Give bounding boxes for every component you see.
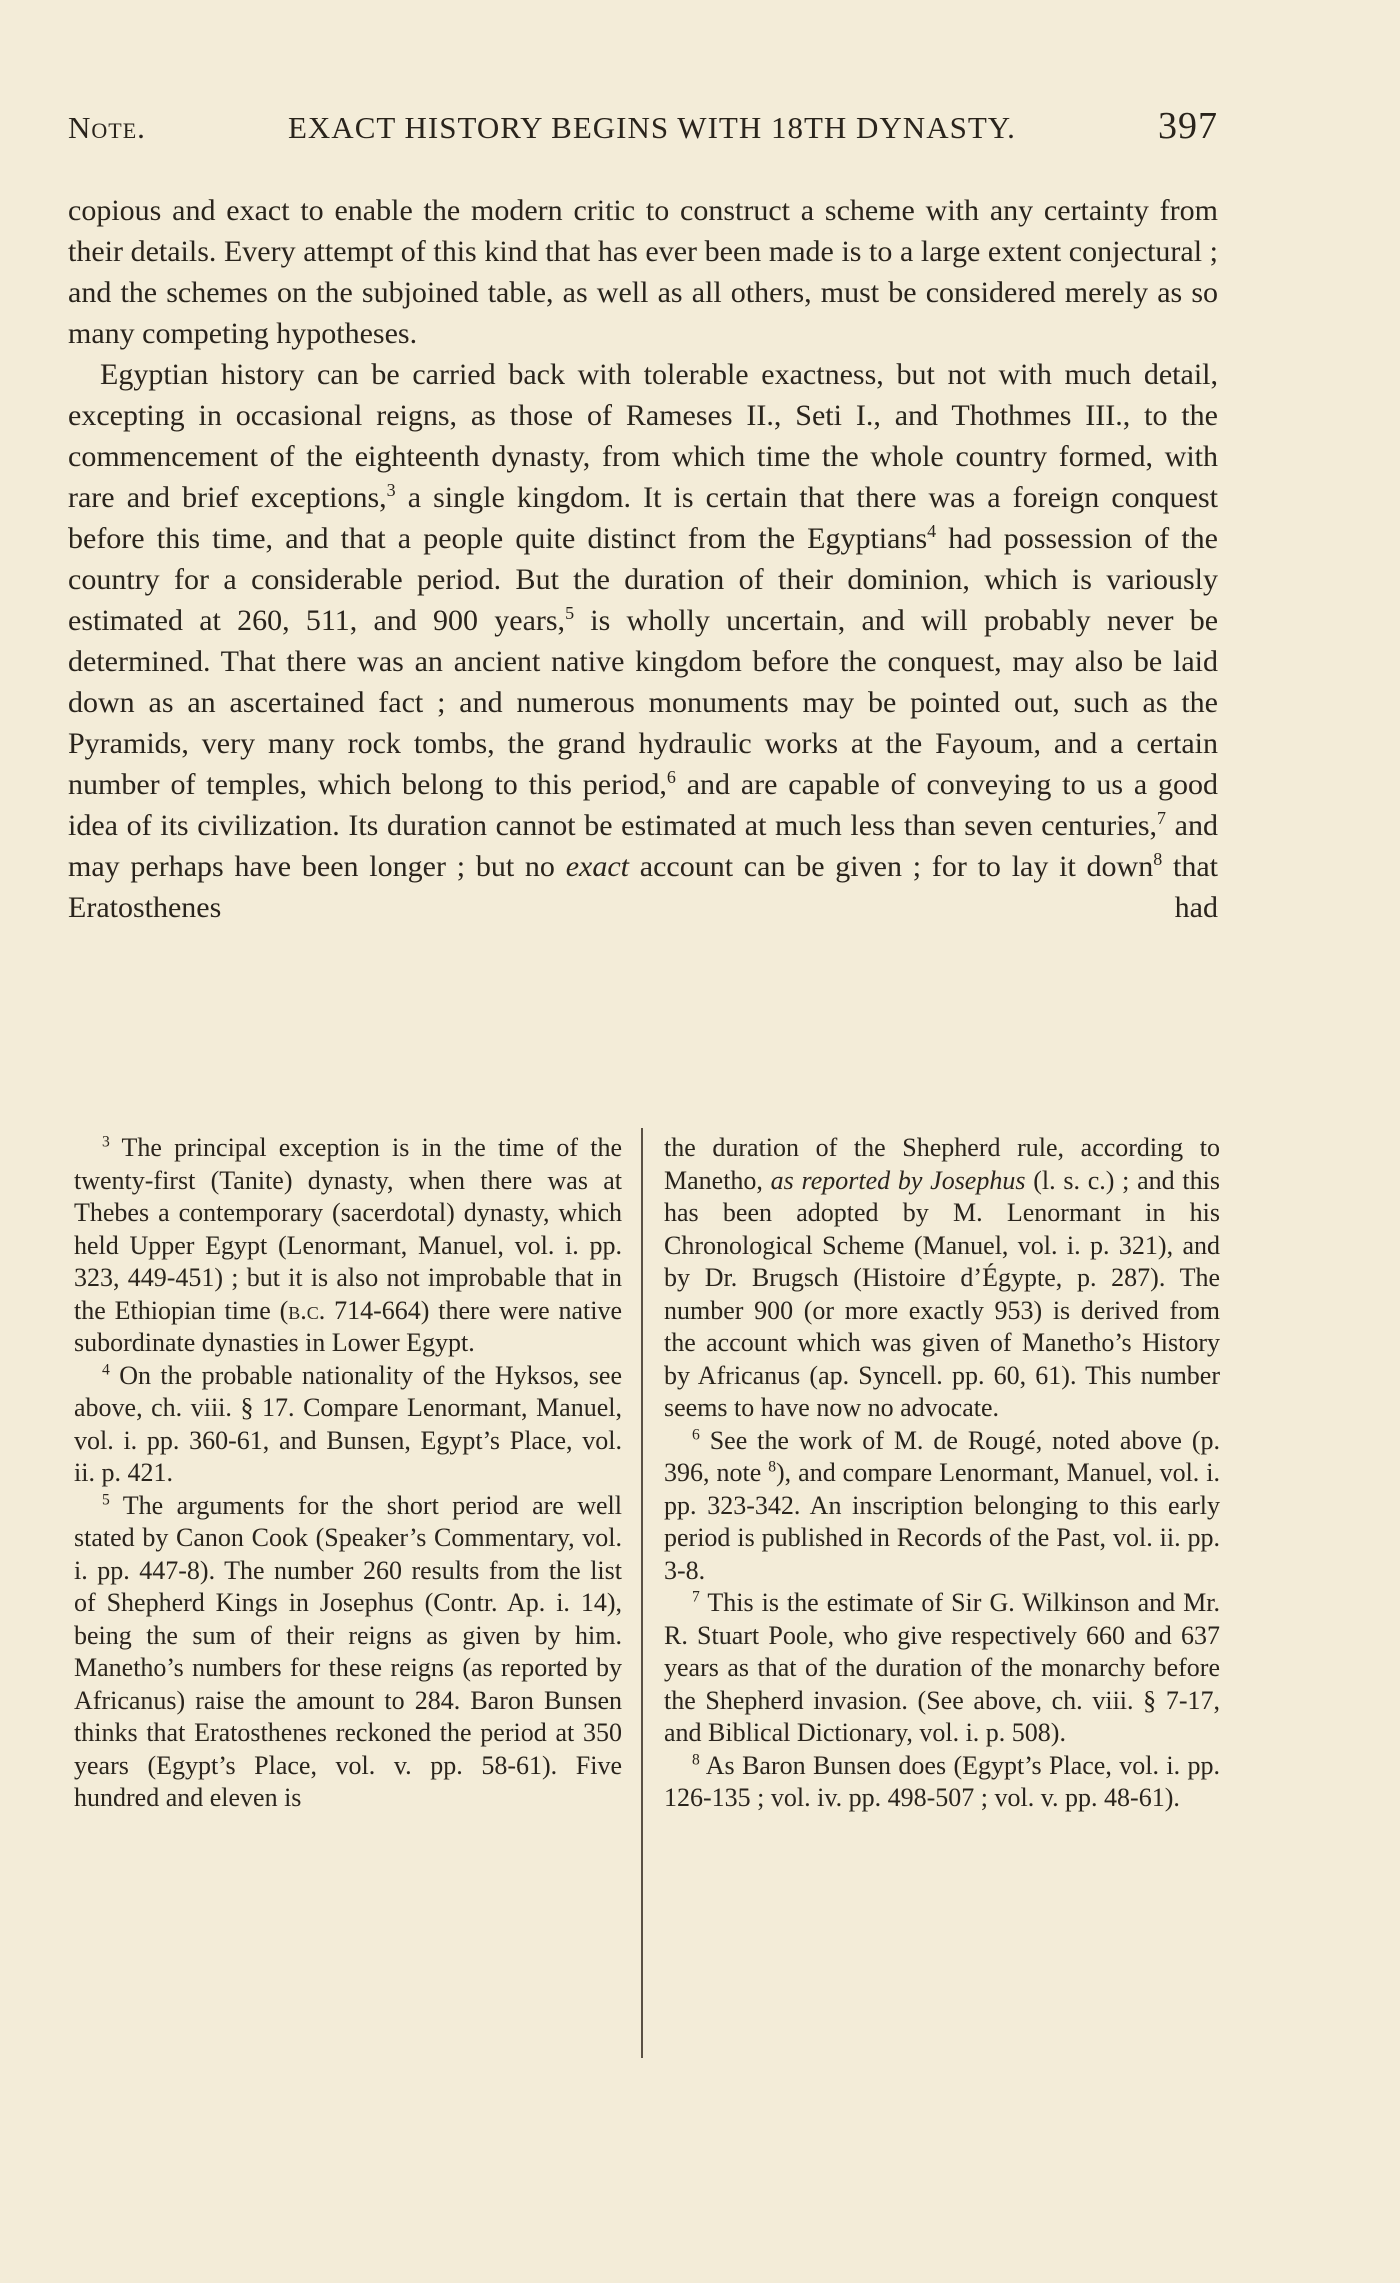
footnote-5-number: 5	[102, 1490, 110, 1508]
footnote-7-text: This is the estimate of Sir G. Wilkinson and Mr. R. Stuart Poole, who give respectively 660 and 637 years as that of the duration of the monarchy before the Shepherd invasion. (See above, ch. viii. § 7-17, and Biblical Dictionary, vol. i. p. 508).	[664, 1588, 1220, 1747]
page-number: 397	[1157, 105, 1218, 147]
header-section-label: Note.	[68, 110, 146, 145]
footnote-ref-4: 4	[927, 521, 937, 541]
footnote-8-text: As Baron Bunsen does (Egypt’s Place, vol. i. pp. 126-135 ; vol. iv. pp. 498-507 ; vol. v. pp. 48-61).	[664, 1750, 1220, 1812]
footnote-5	[74, 1490, 622, 1815]
column-divider	[641, 1128, 643, 2058]
running-header	[68, 104, 1218, 148]
footnote-5-text: The arguments for the short period are well stated by Canon Cook (Speaker’s Commentary, vol. i. pp. 447-8). The number 260 results from the list of Shepherd Kings in Josephus (Contr. Ap. i. 14), being the sum of their reigns as given by him. Manetho’s numbers for these reigns (as reported by Africanus) raise the amount to 284. Baron Bunsen thinks that Eratosthenes reckoned the period at 350 years (Egypt’s Place, vol. v. pp. 58-61). Five hundred and eleven is	[74, 1490, 622, 1812]
footnotes-left-column	[74, 1132, 622, 1815]
footnote-ref-6: 6	[666, 767, 676, 787]
footnote-ref-8: 8	[1153, 849, 1163, 869]
footnote-6-text-b: ), and compare Lenormant, Manuel, vol. i. pp. 323-342. An inscription belonging to this early period is published in Records of the Past, vol. ii. pp. 3-8.	[664, 1458, 1220, 1585]
footnote-3-text-a: The principal exception is in the time of the twenty-first (Tanite) dynasty, when there was at Thebes a contemporary (sacerdotal) dynasty, which held Upper Egypt (Lenormant, Manuel, vol. i. pp. 323, 449-451) ; but it is also not improbable that in the Ethiopian time (	[74, 1133, 622, 1325]
footnote-3-number: 3	[102, 1133, 110, 1151]
footnote-3-bc: b.c.	[288, 1295, 326, 1325]
paragraph-2-part-d: is wholly uncertain, and will probably never be determined. That there was an ancient native kingdom before the conquest, may also be laid down as an ascertained fact ; and numerous monuments may be pointed out, such as the Pyramids, very many rock tombs, the grand hydraulic works at the Fayoum, and a certain number of temples, which belong to this period,	[68, 604, 1219, 801]
paragraph-2-part-c: had possession of the country for a considerable period. But the duration of their dominion, which is variously estimated at 260, 511, and 900 years,	[68, 522, 1218, 637]
footnote-3	[74, 1132, 622, 1360]
footnote-4-text: On the probable nationality of the Hyksos, see above, ch. viii. § 17. Compare Lenormant, Manuel, vol. i. pp. 360-61, and Bunsen, Egypt’s Place, vol. ii. p. 421.	[74, 1360, 622, 1487]
footnote-ref-3: 3	[386, 480, 396, 500]
paragraph-2-italic: exact	[565, 850, 629, 883]
paragraph-2-part-a: Egyptian history can be carried back with tolerable exactness, but not with much detail, excepting in occasional reigns, as those of Rameses II., Seti I., and Thothmes III., to the commencement of the eighteenth dynasty, from which time the whole country formed, with rare and brief exceptions,	[68, 358, 1218, 514]
footnote-ref-5: 5	[565, 603, 575, 623]
footnote-5-cont-italic: as reported by Josephus	[770, 1165, 1026, 1195]
footnote-8	[664, 1750, 1220, 1815]
footnote-ref-7: 7	[1157, 808, 1167, 828]
footnote-6-number: 6	[692, 1425, 700, 1443]
main-text	[68, 190, 1218, 928]
footnote-7	[664, 1587, 1220, 1750]
footnote-5-continuation	[664, 1132, 1220, 1425]
footnote-8-number: 8	[692, 1750, 700, 1768]
paragraph-2-part-g: account can be given ; for to lay it down	[628, 850, 1154, 883]
paragraph-1: copious and exact to enable the modern critic to construct a scheme with any certainty from their details. Every attempt of this kind that has ever been made is to a large extent conjectural ; and the schemes on the subjoined table, as well as all others, must be considered merely as so many competing hypotheses.	[68, 194, 1218, 350]
footnote-4-number: 4	[102, 1360, 110, 1378]
header-title: EXACT HISTORY BEGINS WITH 18TH DYNASTY.	[287, 110, 1016, 145]
footnote-6-text-a: See the work of M. de Rougé, noted above (p. 396, note	[664, 1425, 1220, 1487]
paragraph-2	[68, 354, 1218, 928]
paragraph-2-part-b: a single kingdom. It is certain that there was a foreign conquest before this time, and that a people quite distinct from the Egyptians	[68, 481, 1218, 555]
footnote-4	[74, 1360, 622, 1490]
footnote-5-cont-text-a: the duration of the Shepherd rule, according to Manetho,	[664, 1133, 1220, 1195]
paragraph-2-part-h: that Eratosthenes had	[68, 850, 1218, 924]
footnote-6-ref: 8	[768, 1458, 777, 1476]
footnote-5-cont-text-b: (l. s. c.) ; and this has been adopted by M. Lenormant in his Chronological Scheme (Manuel, vol. i. p. 321), and by Dr. Brugsch (Histoire d’Égypte, p. 287). The number 900 (or more exactly 953) is derived from the account which was given of Manetho’s History by Africanus (ap. Syncell. pp. 60, 61). This number seems to have now no advocate.	[664, 1165, 1220, 1422]
footnote-6	[664, 1425, 1220, 1588]
footnote-3-text-b: 714-664) there were native subordinate dynasties in Lower Egypt.	[74, 1295, 622, 1357]
footnote-7-number: 7	[692, 1588, 700, 1606]
paragraph-2-part-e: and are capable of conveying to us a good idea of its civilization. Its duration cannot be estimated at much less than seven centuries,	[68, 768, 1218, 842]
footnotes-right-column	[664, 1132, 1220, 1815]
paragraph-2-part-f: and may perhaps have been longer ; but no	[68, 809, 1218, 883]
